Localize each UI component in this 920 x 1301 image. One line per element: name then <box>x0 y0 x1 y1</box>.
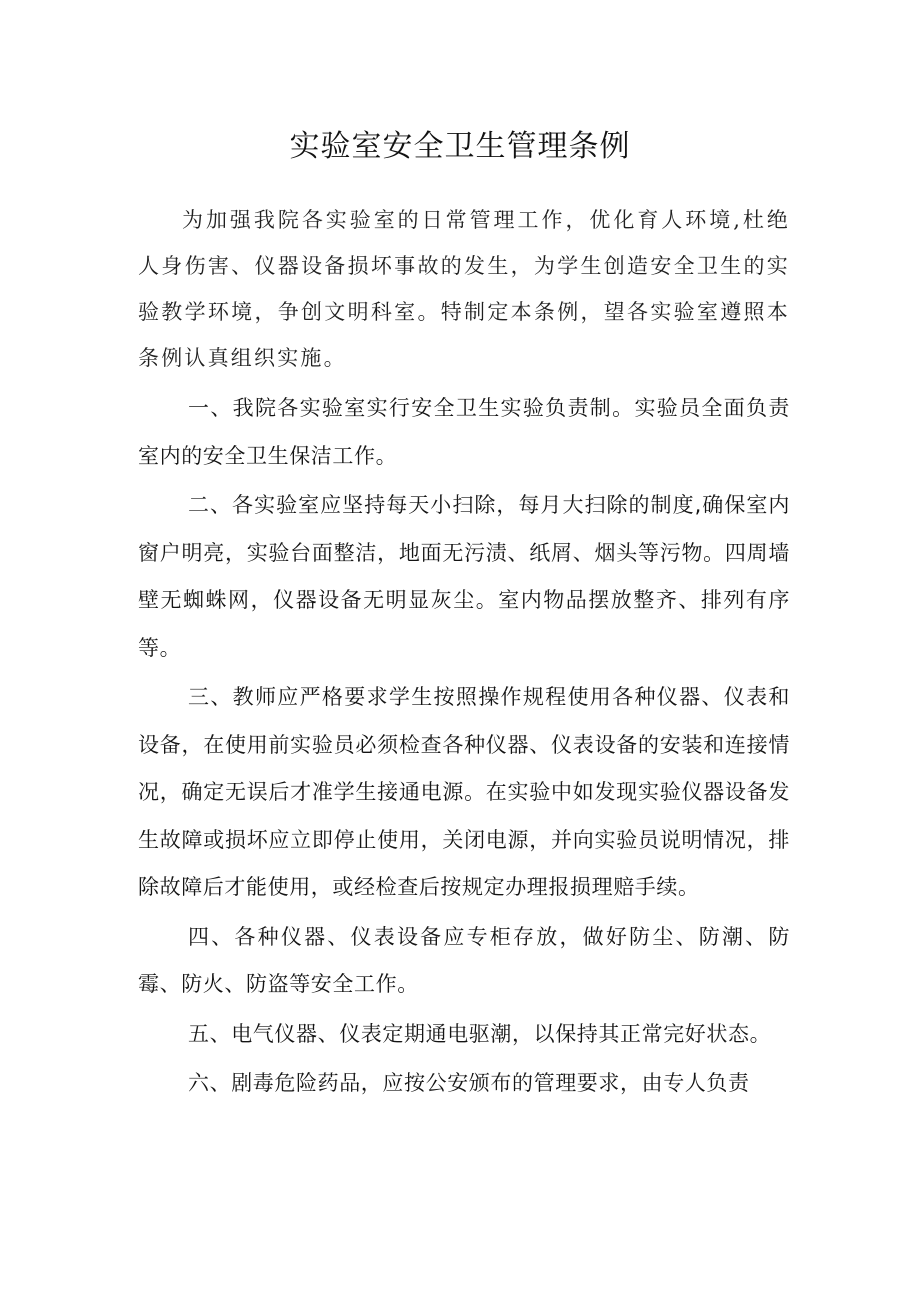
intro-paragraph: 为加强我院各实验室的日常管理工作，优化育人环境,杜绝人身伤害、仪器设备损坏事故的发生，为学生创造安全卫生的实验教学环境，争创文明科室。特制定本条例，望各实验室遵照本条例认真组织实施。 <box>138 208 790 370</box>
clause-6: 六、剧毒危险药品，应按公安颁布的管理要求，由专人负责 <box>188 1071 750 1095</box>
clause-5: 五、电气仪器、仪表定期通电驱潮，以保持其正常完好状态。 <box>188 1021 772 1046</box>
document-body <box>138 197 790 1110</box>
clause-4: 四、各种仪器、仪表设备应专柜存放，做好防尘、防潮、防霉、防火、防盗等安全工作。 <box>138 924 790 996</box>
document-title: 实验室安全卫生管理条例 <box>289 129 631 164</box>
clause-2: 二、各实验室应坚持每天小扫除，每月大扫除的制度,确保室内窗户明亮，实验台面整洁，地面无污渍、纸屑、烟头等污物。四周墙壁无蜘蛛网，仪器设备无明显灰尘。室内物品摆放整齐、排列有序等。 <box>138 493 790 660</box>
clause-3: 三、教师应严格要求学生按照操作规程使用各种仪器、仪表和设备，在使用前实验员必须检查各种仪器、仪表设备的安装和连接情况，确定无误后才准学生接通电源。在实验中如发现实验仪器设备发生故障或损坏应立即停止使用，关闭电源，并向实验员说明情况，排除故障后才能使用，或经检查后按规定办理报损理赔手续。 <box>138 685 790 899</box>
clause-1: 一、我院各实验室实行安全卫生实验负责制。实验员全面负责室内的安全卫生保洁工作。 <box>138 396 790 468</box>
